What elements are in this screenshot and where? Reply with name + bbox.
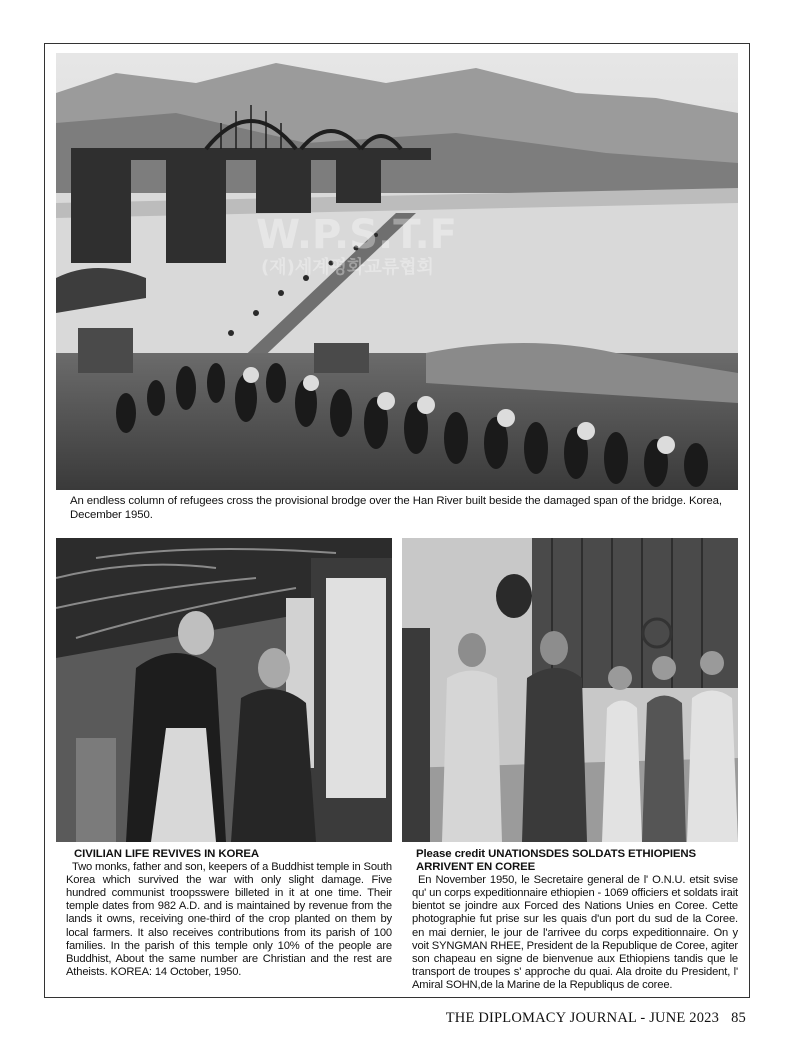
publication-name: THE DIPLOMACY JOURNAL - JUNE 2023: [445, 1010, 720, 1026]
photo-monks-temple: [56, 538, 392, 842]
article-ethiopian-soldiers: [412, 848, 738, 992]
article-right-heading: [416, 848, 738, 874]
article-left-title: CIVILIAN LIFE REVIVES IN KOREA: [74, 848, 259, 860]
article-left-body: Two monks, father and son, keepers of a Buddhist temple in South Korea which survived the war with only slight damage. Five hundred communist troopsswere billeted in it at one time. Their temple dates from 982 A.D. and is maintained by revenue from the lands it owns, receiving one-third of the crop planted on them by local farmers. It also receives contributions from its parish of 100 families. In the parish of this temple only 10% of the people are Buddhist, About the same number are Christian and the rest are Atheists. KOREA: 14 October, 1950.: [66, 861, 392, 978]
article-civilian-life: [66, 848, 392, 979]
page-number: 85: [731, 1010, 746, 1026]
top-photo-watermark-b: (재)세계평화교류협회: [261, 257, 434, 278]
photo-syngman-rhee: [402, 538, 738, 842]
article-right-credit: Please credit: [416, 848, 485, 860]
page-footer: [446, 1010, 746, 1027]
top-photo-watermark-a: W.P.S.T.F: [256, 212, 457, 258]
article-right-title: UNATIONSDES SOLDATS ETHIOPIENS ARRIVENT EN COREE: [416, 848, 697, 874]
photo-refugees-han-river: [56, 53, 738, 490]
caption-refugees: An endless column of refugees cross the provisional brodge over the Han River built beside the damaged span of the bridge. Korea, December 1950.: [70, 495, 722, 521]
article-right-body: En November 1950, le Secretaire general de l' O.N.U. etsit svise qu' un corps expeditionnaire ethiopien - 1069 officiers et soldats irait bientot se joindre aux Forced des Nations Unies en Coree. Cette photographie fut prise sur les quais d'un port du sud de la Coree. en mai dernier, le jour de l'arrivee du corps expeditionnaire. On y voit SYNGMAN RHEE, President de la Republique de Coree, agiter son chapeau en signe de bienvenue aux Ethiopiens tandis que le transport de troupes s' approche du quai. Ala droite du President, l' Amiral SOHN,de la Marine de la Republiqus de coree.: [412, 874, 738, 991]
